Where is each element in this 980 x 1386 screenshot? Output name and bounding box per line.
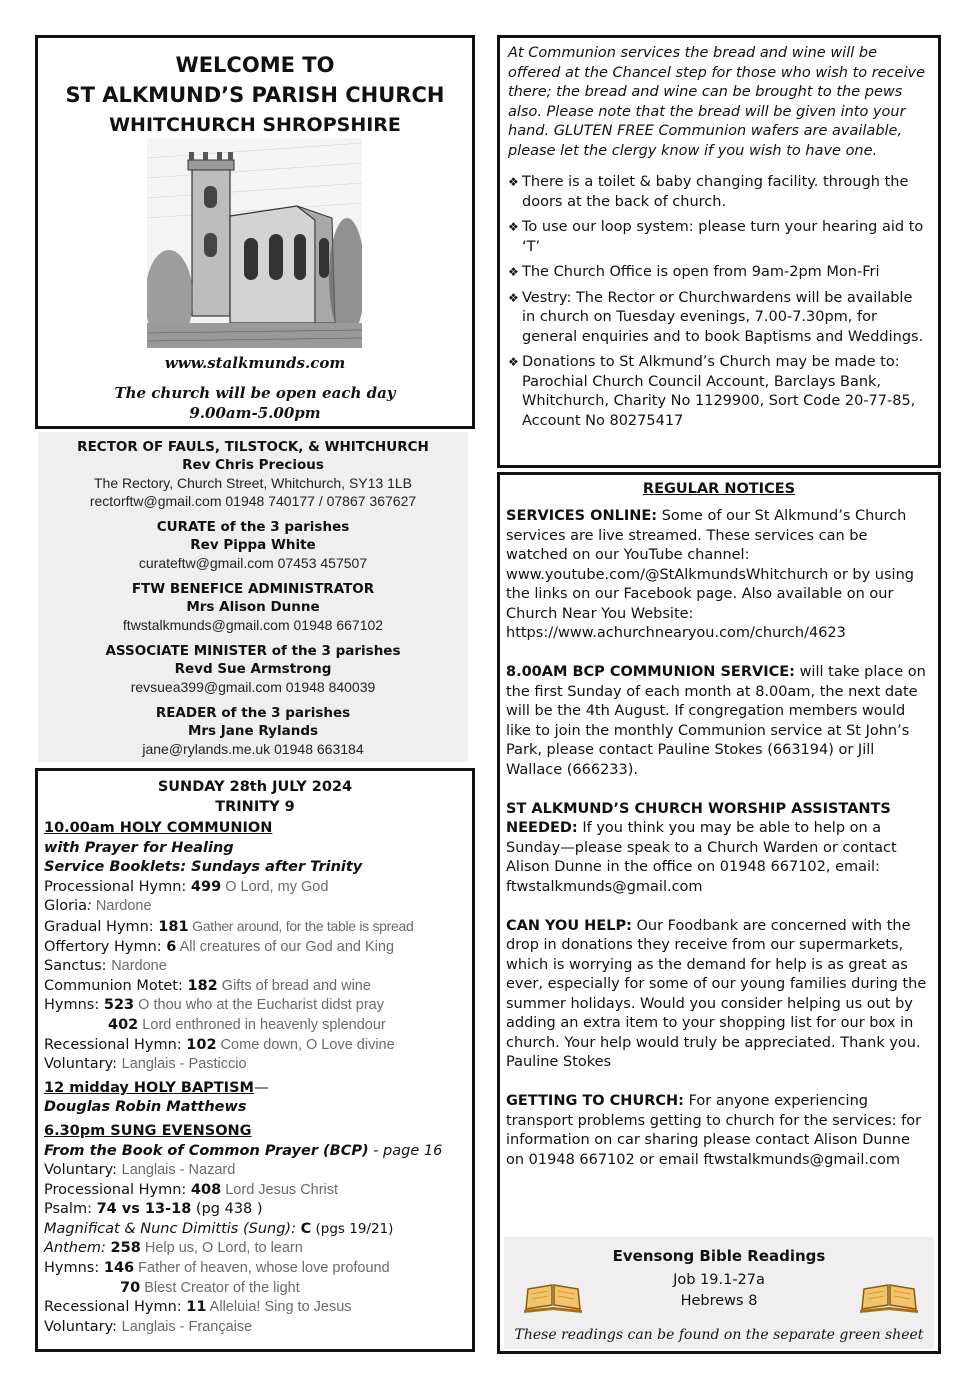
evensong-sub: From the Book of Common Prayer (BCP) [44,1142,369,1159]
notice-services-online [506,507,932,644]
service-week: TRINITY 9 [215,799,295,815]
hymn-title: O thou who at the Eucharist didst pray [134,997,384,1014]
hymns-row-2 [44,1279,466,1299]
reading-1: Job 19.1-27a [673,1272,765,1288]
info-bullet [508,173,930,212]
open-bible-icon [860,1279,918,1315]
processional-hymn-row [44,878,466,898]
label: Voluntary: [44,1318,122,1335]
recessional-hymn-row [44,1298,466,1318]
info-bullet [508,353,930,431]
hymn-title: Alleluia! Sing to Jesus [206,1299,352,1316]
clergy-curate [38,518,468,572]
clergy-reader [38,704,468,758]
clergy-role: READER of the 3 parishes [155,705,351,721]
welcome-line3: WHITCHURCH SHROPSHIRE [109,114,401,136]
hymn-number: 408 [190,1181,222,1198]
clergy-contact: revsuea399@gmail.com 01948 840039 [130,679,376,695]
clergy-contact: rectorftw@gmail.com 01948 740177 / 07867 367627 [89,493,417,509]
notice-heading: CAN YOU HELP: [506,917,632,934]
diamond-bullet-icon: ❖ [508,355,519,369]
service-date: SUNDAY 28th JULY 2024 [157,779,353,795]
church-sketch-image [147,138,362,348]
readings-note: These readings can be found on the separate green sheet [514,1327,924,1343]
clergy-name: Rev Pippa White [190,537,316,553]
hymns-row [44,996,466,1016]
label: Voluntary: [44,1056,122,1073]
clergy-name: Rev Chris Precious [182,457,324,473]
label: Offertory Hymn: [44,938,167,955]
hymn-title: Gifts of bread and wine [217,977,371,994]
hymn-title: Father of heaven, whose love profound [134,1260,390,1277]
label: Recessional Hymn: [44,1036,187,1053]
label: Processional Hymn: [44,1181,191,1198]
regular-notices-box [497,472,941,1354]
bullet-text: The Church Office is open from 9am-2pm Mon-Fri [522,264,880,280]
hymn-number: 258 [110,1240,141,1257]
bullet-text: Vestry: The Rector or Churchwardens will be available in church on Tuesday evenings, 7.00-7.30pm, for general enquiries and to book Baptisms and Weddings. [522,289,924,345]
notices-title: REGULAR NOTICES [642,481,796,497]
hymn-title: Gather around, for the table is spread [188,917,414,934]
hymn-title: Blest Creator of the light [140,1279,300,1296]
welcome-line2: ST ALKMUND’S PARISH CHURCH [65,83,445,107]
label: Gloria [44,898,88,915]
holy-communion-sub2: Service Booklets: Sundays after Trinity [44,859,363,876]
bible-readings-panel [504,1237,934,1349]
magnificat-row [44,1220,466,1240]
clergy-contact: jane@rylands.me.uk 01948 663184 [142,741,364,757]
gloria-row [44,897,466,917]
opening-hours-line1: The church will be open each day [114,384,396,402]
clergy-administrator [38,580,468,634]
notice-bcp-communion [506,663,932,780]
reading-2: Hebrews 8 [680,1293,758,1309]
notice-text: If you think you may be able to help on a Sunday—please speak to a Church Warden or contact Alison Dunne in the office on 01948 667102, email: ftwstalkmunds@gmail.com [506,820,897,895]
clergy-role: CURATE of the 3 parishes [156,519,350,535]
notice-worship-assistants [506,800,932,898]
hymns-row-2 [44,1016,466,1036]
page: (pgs 19/21) [311,1220,394,1237]
hymn-number: 182 [187,977,218,994]
clergy-contact: curateftw@gmail.com 07453 457507 [138,555,368,571]
communion-info-box [497,35,941,468]
clergy-role: ASSOCIATE MINISTER of the 3 parishes [105,643,401,659]
hymn-number: 181 [158,918,189,935]
bullet-text: There is a toilet & baby changing facility. through the doors at the back of church. [522,174,909,210]
diamond-bullet-icon: ❖ [508,175,519,189]
baptism-heading-row [44,1079,466,1099]
readings-title: Evensong Bible Readings [612,1247,826,1265]
communion-motet-row [44,977,466,997]
communion-intro: At Communion services the bread and wine will be offered at the Chancel step for those who wish to receive there; the bread and wine can be brought to the pews also. Please note that the bread will be given into your hand. GLUTEN FREE Communion wafers are available, please let the clergy know if you wish to have one. [508,45,926,159]
label: Voluntary: [44,1162,122,1179]
diamond-bullet-icon: ❖ [508,290,519,305]
clergy-contact: ftwstalkmunds@gmail.com 01948 667102 [122,617,384,633]
hymn-number: 6 [166,938,177,955]
psalm-row [44,1200,466,1220]
notice-text: will take place on the first Sunday of each month at 8.00am, the next date will be the 4th August. If congregation members would like to join the monthly Communion service at St John’s Park, please contact Pauline Stokes (663194) or Jill Wallace (666233). [506,664,926,778]
services-box [35,768,475,1352]
hymn-title: Come down, O Love divine [216,1036,395,1053]
baptism-name: Douglas Robin Matthews [44,1099,247,1116]
bullet-text: To use our loop system: please turn your hearing aid to ‘T’ [522,219,924,255]
label: Sanctus: [44,958,112,975]
welcome-title [38,50,472,140]
label: Gradual Hymn: [44,918,159,935]
voluntary-value: Langlais - Nazard [121,1162,236,1179]
evensong-page: - page 16 [368,1142,443,1159]
info-bullet [508,289,930,348]
dash: — [253,1079,269,1096]
clergy-role: FTW BENEFICE ADMINISTRATOR [131,581,375,597]
psalm-page: (pg 438 ) [191,1201,263,1218]
hymn-title: Help us, O Lord, to learn [140,1240,303,1257]
notice-heading: 8.00AM BCP COMMUNION SERVICE: [506,664,795,680]
clergy-name: Revd Sue Armstrong [174,661,332,677]
info-bullet [508,218,930,257]
notice-getting-to-church [506,1092,932,1170]
hymn-number: 499 [190,878,222,895]
clergy-name: Mrs Alison Dunne [186,599,320,615]
hymn-number: 402 [108,1016,139,1033]
holy-communion-heading: 10.00am HOLY COMMUNION [44,820,273,836]
voluntary-row [44,1161,466,1181]
hymns-row [44,1259,466,1279]
evensong-sub-row [44,1142,466,1162]
notice-text: For anyone experiencing transport problems getting to church for the services: for information on car sharing please contact Alison Dunne on 01948 667102 or email ftwstalkmunds@gmail.com [506,1093,922,1168]
hymn-number: 70 [120,1279,141,1296]
recessional-hymn-row [44,1036,466,1056]
notice-foodbank [506,917,932,1073]
setting: Nardone [91,898,152,915]
notice-heading: SERVICES ONLINE: [506,508,658,524]
info-bullet [508,263,930,283]
hymn-number: 11 [186,1299,207,1316]
welcome-line1: WELCOME TO [175,53,335,77]
label: Psalm: [44,1201,97,1218]
anthem-row [44,1239,466,1259]
opening-hours-line2: 9.00am-5.00pm [189,404,321,422]
notice-heading: GETTING TO CHURCH: [506,1093,684,1109]
label: Hymns: [44,997,104,1014]
psalm-number: 74 vs 13-18 [96,1201,192,1218]
bullet-text: Donations to St Alkmund’s Church may be made to: Parochial Church Council Account, Barclays Bank, Whitchurch, Charity No 1129900, Sort Code 20-77-85, Account No 80275417 [522,354,916,429]
hymn-title: All creatures of our God and King [176,938,395,955]
label: Anthem: [44,1240,111,1257]
diamond-bullet-icon: ❖ [508,220,519,234]
voluntary-row [44,1318,466,1338]
diamond-bullet-icon: ❖ [508,265,519,279]
notice-heading: ST ALKMUND’S CHURCH WORSHIP ASSISTANTS NEEDED: [506,800,891,836]
voluntary-value: Langlais - Pasticcio [121,1056,247,1073]
setting: Nardone [111,958,167,975]
processional-hymn-row [44,1181,466,1201]
voluntary-value: Langlais - Française [121,1318,253,1335]
hymn-title: O Lord, my God [221,878,329,895]
sanctus-row [44,957,466,977]
voluntary-row [44,1055,466,1075]
baptism-heading: 12 midday HOLY BAPTISM [44,1079,254,1096]
colon: : [87,898,92,915]
hymn-title: Lord Jesus Christ [221,1181,339,1198]
label: Magnificat & Nunc Dimittis (Sung): [44,1220,301,1237]
label: Hymns: [44,1260,104,1277]
holy-communion-sub1: with Prayer for Healing [44,839,234,856]
notice-text: Some of our St Alkmund’s Church services are live streamed. These services can be watched on our YouTube channel: www.youtube.com/@StAlkmundsWhitchurch or by using the links on our Facebook page. Also available on our Church Near You Website: https://www.achurchnearyou.com/church/4623 [506,508,914,641]
offertory-hymn-row [44,938,466,958]
setting: C [300,1220,312,1237]
notice-text: Our Foodbank are concerned with the drop in donations they receive from our supermarkets, which is worrying as the demand for help is as great as ever, especially for some of our young families during the summer holidays. Would you consider helping us out by adding an extra item to your shopping list for our box in church. Your help would truly be appreciated. Thank you. Pauline Stokes [506,917,927,1070]
welcome-box [35,35,475,429]
hymn-number: 102 [186,1036,217,1053]
clergy-rector [38,438,468,510]
open-bible-icon [524,1279,582,1315]
clergy-associate-minister [38,642,468,696]
label: Processional Hymn: [44,878,191,895]
hymn-number: 146 [103,1260,135,1277]
clergy-name: Mrs Jane Rylands [187,723,319,739]
website-text: www.stalkmunds.com [164,354,346,372]
clergy-panel [38,432,468,762]
gradual-hymn-row [44,917,466,938]
clergy-contact: The Rectory, Church Street, Whitchurch, SY13 1LB [94,475,412,491]
opening-hours [38,383,472,423]
evensong-heading: 6.30pm SUNG EVENSONG [44,1122,252,1139]
label: Recessional Hymn: [44,1299,187,1316]
hymn-title: Lord enthroned in heavenly splendour [138,1016,386,1033]
clergy-role: RECTOR OF FAULS, TILSTOCK, & WHITCHURCH [77,439,429,455]
hymn-number: 523 [103,997,135,1014]
label: Communion Motet: [44,977,188,994]
